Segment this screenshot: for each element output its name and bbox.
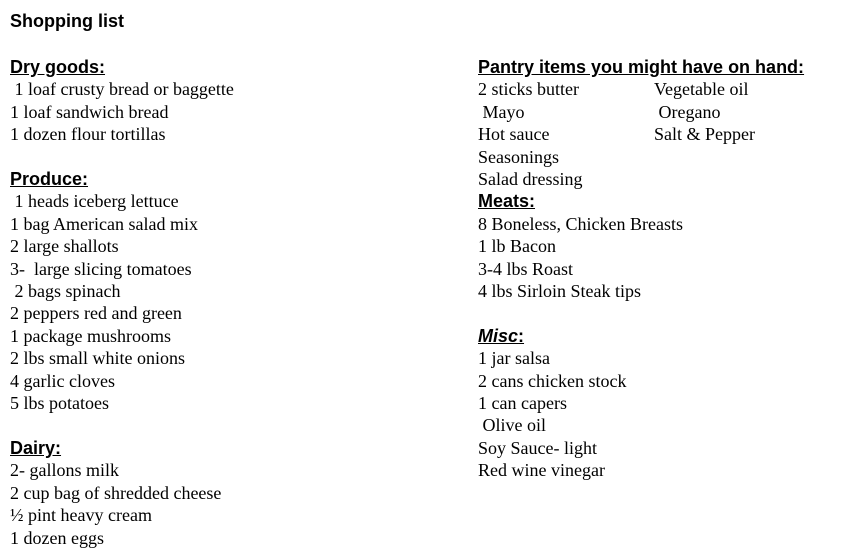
list-item: 1 dozen flour tortillas <box>10 124 166 145</box>
pantry-list <box>478 78 838 190</box>
list-item: Salt & Pepper <box>654 124 755 145</box>
meats-list <box>478 213 838 303</box>
list-item: 2- gallons milk <box>10 460 119 481</box>
misc-list <box>478 347 838 481</box>
spacer <box>478 302 838 324</box>
list-item: 1 can capers <box>478 393 567 414</box>
meats-heading: Meats: <box>478 191 536 212</box>
list-item: Mayo <box>478 101 525 122</box>
misc-heading <box>478 325 838 347</box>
spacer <box>10 414 460 436</box>
misc-heading-colon: : <box>518 325 525 346</box>
spacer <box>10 146 460 168</box>
produce-heading: Produce: <box>10 169 89 190</box>
dairy-heading: Dairy: <box>10 437 62 458</box>
list-item: ½ pint heavy cream <box>10 505 152 526</box>
list-item: 2 peppers red and green <box>10 303 182 324</box>
list-item: Seasonings <box>478 146 559 167</box>
list-item: 2 cans chicken stock <box>478 370 627 391</box>
list-item: 2 lbs small white onions <box>10 348 185 369</box>
list-item: 2 large shallots <box>10 236 119 257</box>
list-item: Red wine vinegar <box>478 460 605 481</box>
list-item: 5 lbs potatoes <box>10 393 109 414</box>
list-item: 2 cup bag of shredded cheese <box>10 482 222 503</box>
list-item: 4 garlic cloves <box>10 370 115 391</box>
produce-list <box>10 190 460 414</box>
dry-goods-list <box>10 78 460 145</box>
list-item: 1 bag American salad mix <box>10 213 198 234</box>
list-item: Vegetable oil <box>654 79 749 100</box>
list-item: 1 jar salsa <box>478 348 550 369</box>
list-item: 1 loaf sandwich bread <box>10 101 169 122</box>
list-item: Salad dressing <box>478 169 583 190</box>
list-item: 4 lbs Sirloin Steak tips <box>478 281 642 302</box>
dry-goods-heading: Dry goods: <box>10 57 106 77</box>
list-item: Soy Sauce- light <box>478 437 597 458</box>
pantry-heading: Pantry items you might have on hand: <box>478 57 805 77</box>
list-item: 3-4 lbs Roast <box>478 258 574 279</box>
left-column <box>10 56 460 549</box>
list-item: 2 sticks butter <box>478 79 579 100</box>
list-item: 1 loaf crusty bread or baggette <box>10 79 234 100</box>
misc-heading-text: Misc <box>478 325 519 346</box>
list-item: Oregano <box>654 101 721 122</box>
list-item: 8 Boneless, Chicken Breasts <box>478 213 683 234</box>
list-item: Hot sauce <box>478 124 550 145</box>
list-item: 1 dozen eggs <box>10 527 104 548</box>
list-item: 1 heads iceberg lettuce <box>10 191 179 212</box>
list-item: Olive oil <box>478 415 546 436</box>
pantry-list-col-b <box>654 78 834 190</box>
list-item: 2 bags spinach <box>10 281 121 302</box>
dairy-list <box>10 459 460 549</box>
document-title: Shopping list <box>10 11 124 31</box>
list-item: 1 lb Bacon <box>478 236 556 257</box>
pantry-list-col-a <box>478 78 654 190</box>
right-column <box>478 56 838 482</box>
list-item: 1 package mushrooms <box>10 325 171 346</box>
list-item: 3- large slicing tomatoes <box>10 258 192 279</box>
